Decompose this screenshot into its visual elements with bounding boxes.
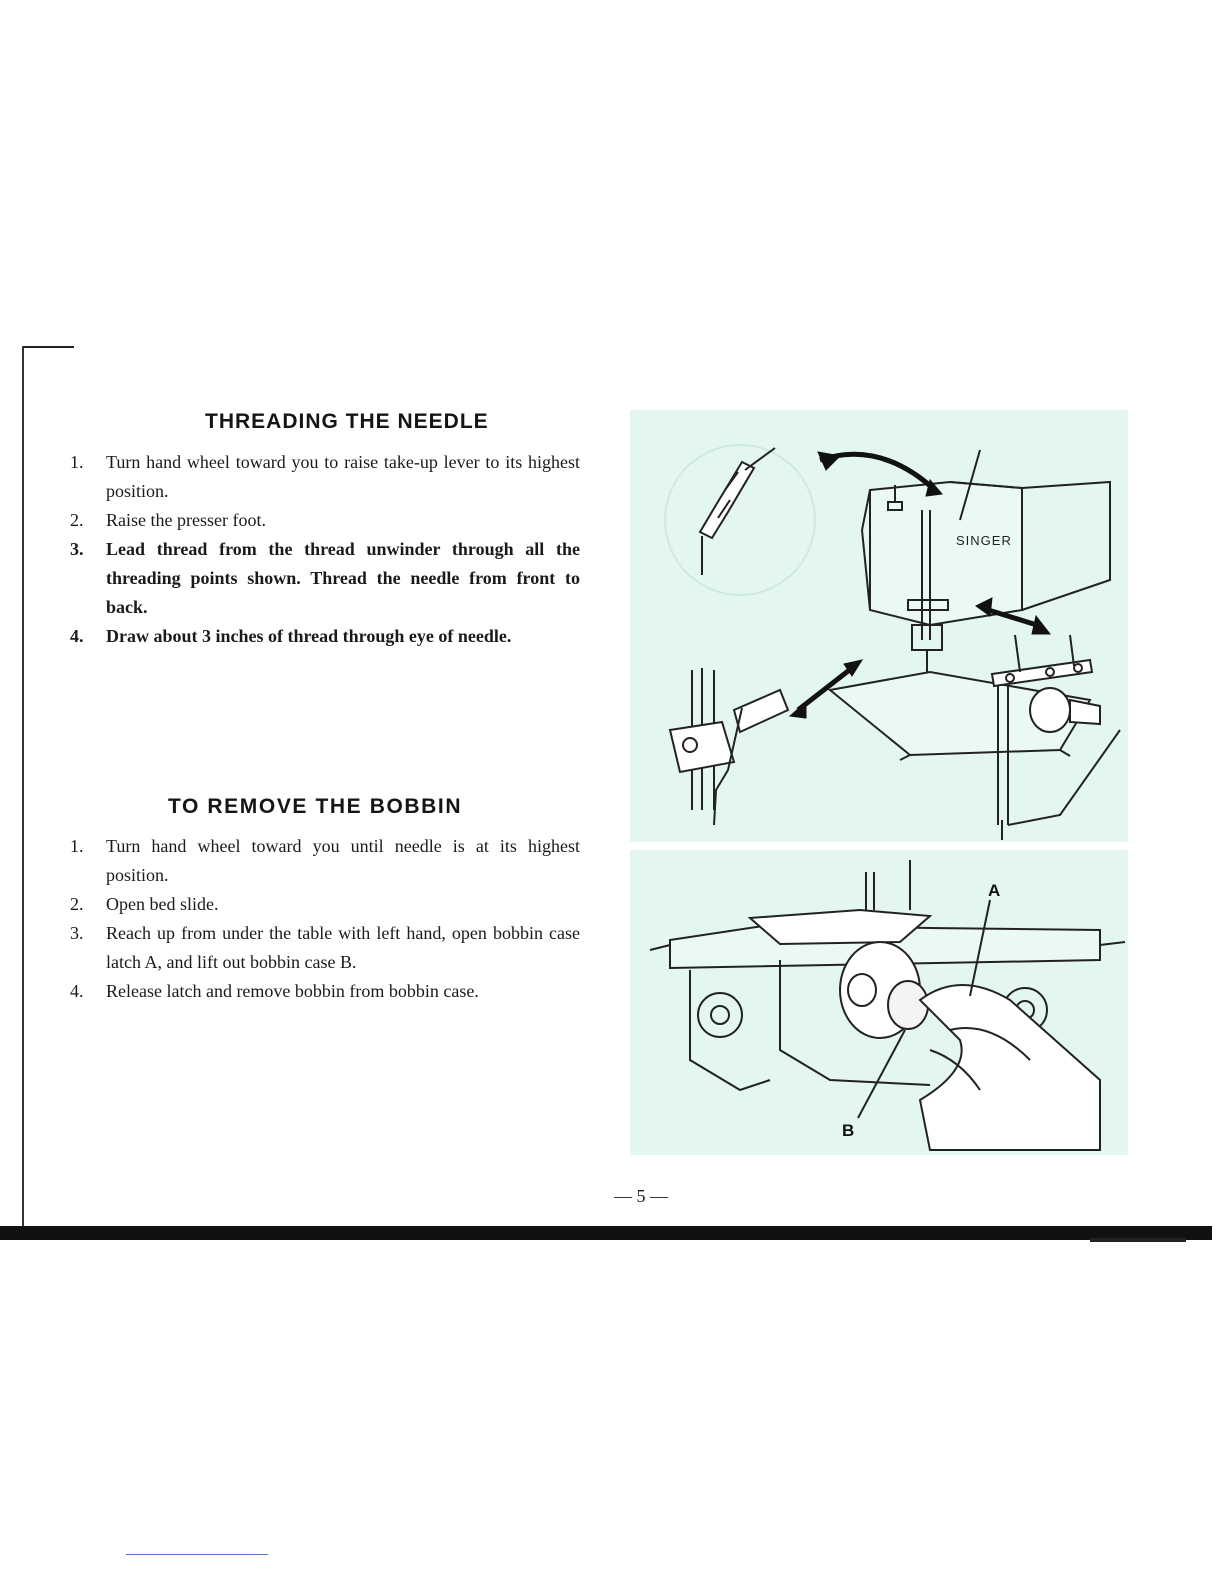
step-text: Reach up from under the table with left hand, open bobbin case latch A, and lift out bobbin case B.	[106, 923, 580, 972]
bobbin-case-illustration	[630, 850, 1128, 1155]
footer-rule	[126, 1554, 268, 1555]
page-frame-left	[22, 346, 24, 1232]
list-item	[60, 919, 580, 977]
step-text: Draw about 3 inches of thread through eye of needle.	[106, 626, 512, 646]
threading-illustration	[630, 410, 1128, 842]
step-number: 1.	[70, 836, 84, 856]
bobbin-illustration	[630, 850, 1128, 1155]
page-number: — 5 —	[614, 1186, 668, 1206]
page-frame-top	[22, 346, 74, 348]
sewing-machine-illustration	[630, 410, 1128, 842]
list-item	[60, 890, 580, 919]
step-number: 3.	[70, 923, 84, 943]
step-number: 2.	[70, 894, 84, 914]
threading-title: THREADING THE NEEDLE	[205, 410, 489, 433]
bobbin-case-label-b: B	[842, 1121, 855, 1140]
step-text: Raise the presser foot.	[106, 510, 266, 530]
step-text: Turn hand wheel toward you to raise take-up lever to its highest position.	[106, 452, 580, 501]
list-item	[60, 977, 580, 1006]
bobbin-steps	[60, 832, 580, 1006]
list-item	[60, 832, 580, 890]
step-number: 4.	[70, 981, 84, 1001]
step-text: Release latch and remove bobbin from bobbin case.	[106, 981, 479, 1001]
list-item	[60, 506, 580, 535]
list-item	[60, 622, 580, 651]
brand-label: SINGER	[956, 533, 1012, 548]
step-text: Lead thread from the thread unwinder through all the threading points shown. Thread the needle from front to back.	[106, 539, 580, 617]
list-item	[60, 535, 580, 622]
step-number: 4.	[70, 626, 84, 646]
bobbin-title: TO REMOVE THE BOBBIN	[168, 795, 463, 818]
list-item	[60, 448, 580, 506]
threading-steps	[60, 448, 580, 651]
step-number: 3.	[70, 539, 84, 559]
step-number: 1.	[70, 452, 84, 472]
bottom-border-bar	[0, 1226, 1212, 1240]
bottom-border-tail	[1090, 1238, 1186, 1242]
step-text: Open bed slide.	[106, 894, 219, 914]
step-number: 2.	[70, 510, 84, 530]
step-text: Turn hand wheel toward you until needle is at its highest position.	[106, 836, 580, 885]
latch-label-a: A	[988, 881, 1001, 900]
